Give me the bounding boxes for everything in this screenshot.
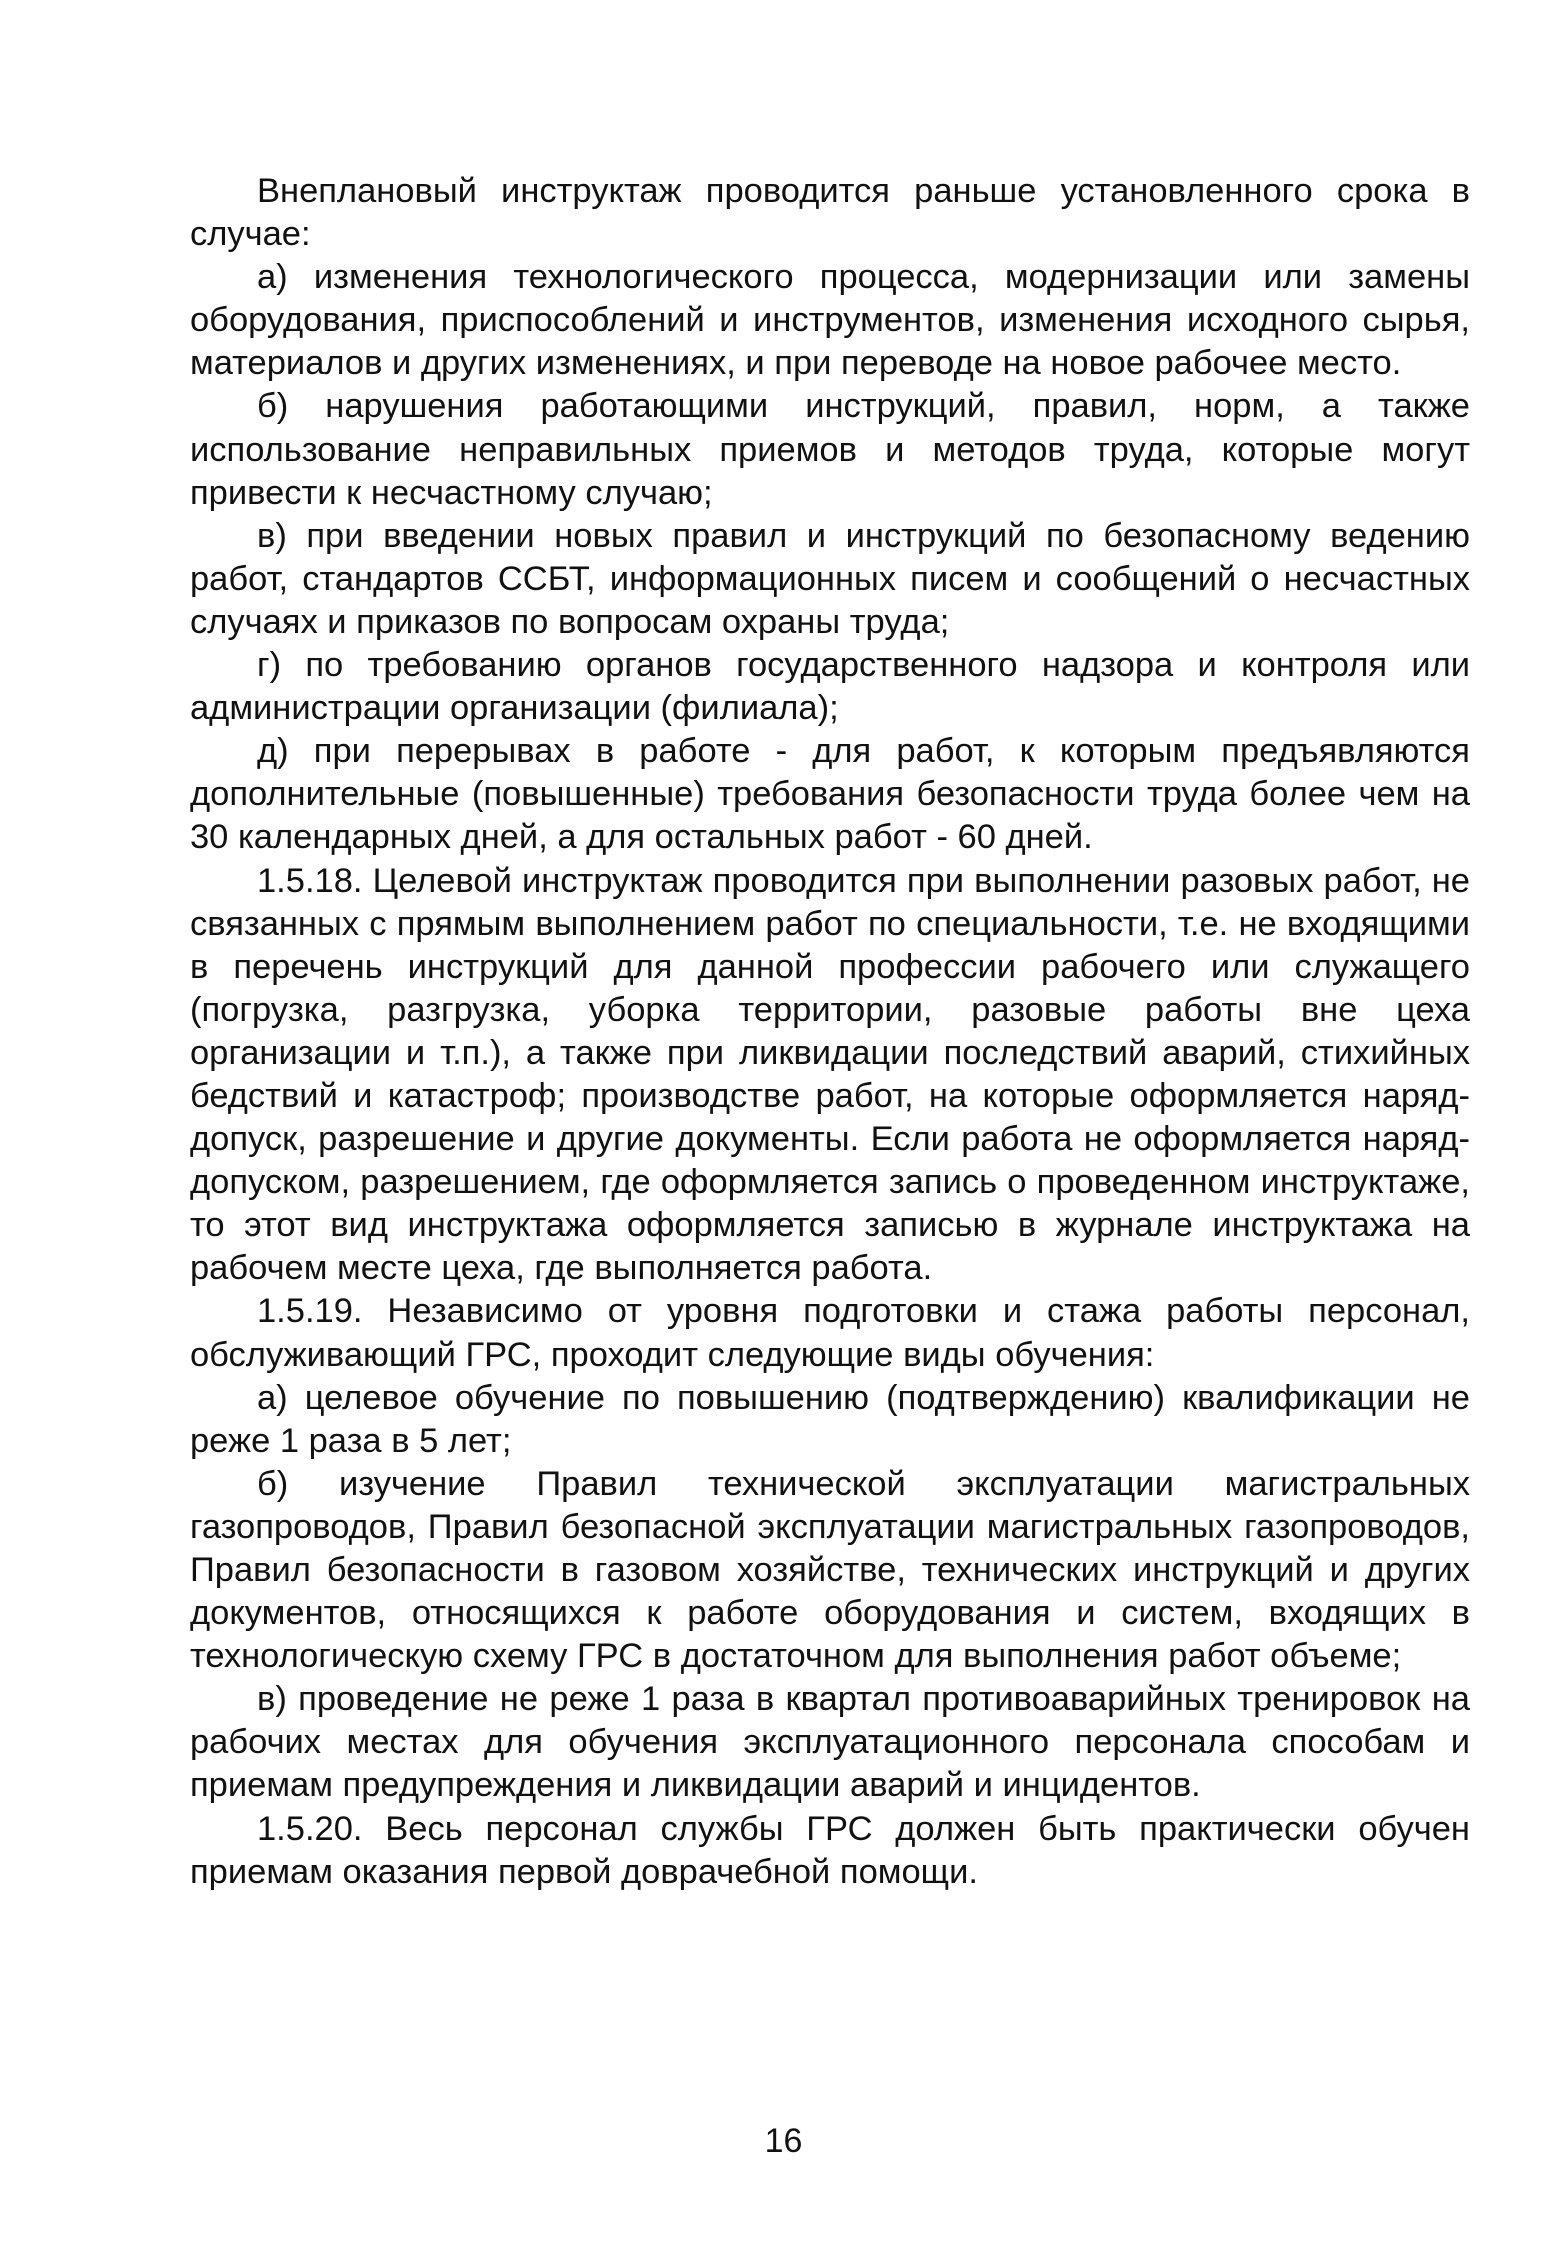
paragraph-unscheduled-briefing-intro: Внеплановый инструктаж проводится раньше установленного срока в случае:	[190, 172, 1470, 254]
paragraph-training-item-b: б) изучение Правил технической эксплуатации магистральных газопроводов, Правил безопасной эксплуатации магистральных газопроводов, Правил безопасности в газовом хозяйстве, технических инструкций и других документов, относящихся к работе оборудования и систем, входящих в технологическую схему ГРС в достаточном для выполнения работ объеме;	[190, 1464, 1470, 1676]
page-number: 16	[764, 2122, 803, 2160]
paragraph-training-item-v: в) проведение не реже 1 раза в квартал противоаварийных тренировок на рабочих местах для обучения эксплуатационного персонала способам и приемам предупреждения и ликвидации аварий и инцидентов.	[190, 1680, 1470, 1805]
paragraph-section-1-5-19: 1.5.19. Независимо от уровня подготовки и стажа работы персонал, обслуживающий ГРС, проходит следующие виды обучения:	[190, 1292, 1470, 1374]
paragraph-item-d-work-breaks: д) при перерывах в работе - для работ, к которым предъявляются дополнительные (повышенные) требования безопасности труда более чем на 30 календарных дней, а для остальных работ - 60 дней.	[190, 732, 1470, 857]
paragraph-item-a-process-change: а) изменения технологического процесса, модернизации или замены оборудования, приспособлений и инструментов, изменения исходного сырья, материалов и других изменениях, и при переводе на новое рабочее место.	[190, 258, 1470, 383]
paragraph-section-1-5-20: 1.5.20. Весь персонал службы ГРС должен быть практически обучен приемам оказания первой доврачебной помощи.	[190, 1809, 1470, 1891]
document-page	[190, 170, 1470, 1894]
paragraph-item-b-rule-violation: б) нарушения работающими инструкций, правил, норм, а также использование неправильных приемов и методов труда, которые могут привести к несчастному случаю;	[190, 387, 1470, 512]
paragraph-section-1-5-18: 1.5.18. Целевой инструктаж проводится при выполнении разовых работ, не связанных с прямым выполнением работ по специальности, т.е. не входящими в перечень инструкций для данной профессии рабочего или служащего (погрузка, разгрузка, уборка территории, разовые работы вне цеха организации и т.п.), а также при ликвидации последствий аварий, стихийных бедствий и катастроф; производстве работ, на которые оформляется наряд-допуск, разрешение и другие документы. Если работа не оформляется наряд-допуском, разрешением, где оформляется запись о проведенном инструктаже, то этот вид инструктажа оформляется записью в журнале инструктажа на рабочем месте цеха, где выполняется работа.	[190, 861, 1470, 1288]
paragraph-item-v-new-rules: в) при введении новых правил и инструкций по безопасному ведению работ, стандартов ССБТ, информационных писем и сообщений о несчастных случаях и приказов по вопросам охраны труда;	[190, 516, 1470, 641]
paragraph-item-g-supervision-request: г) по требованию органов государственного надзора и контроля или администрации организации (филиала);	[190, 646, 1470, 728]
paragraph-training-item-a: а) целевое обучение по повышению (подтверждению) квалификации не реже 1 раза в 5 лет;	[190, 1378, 1470, 1460]
